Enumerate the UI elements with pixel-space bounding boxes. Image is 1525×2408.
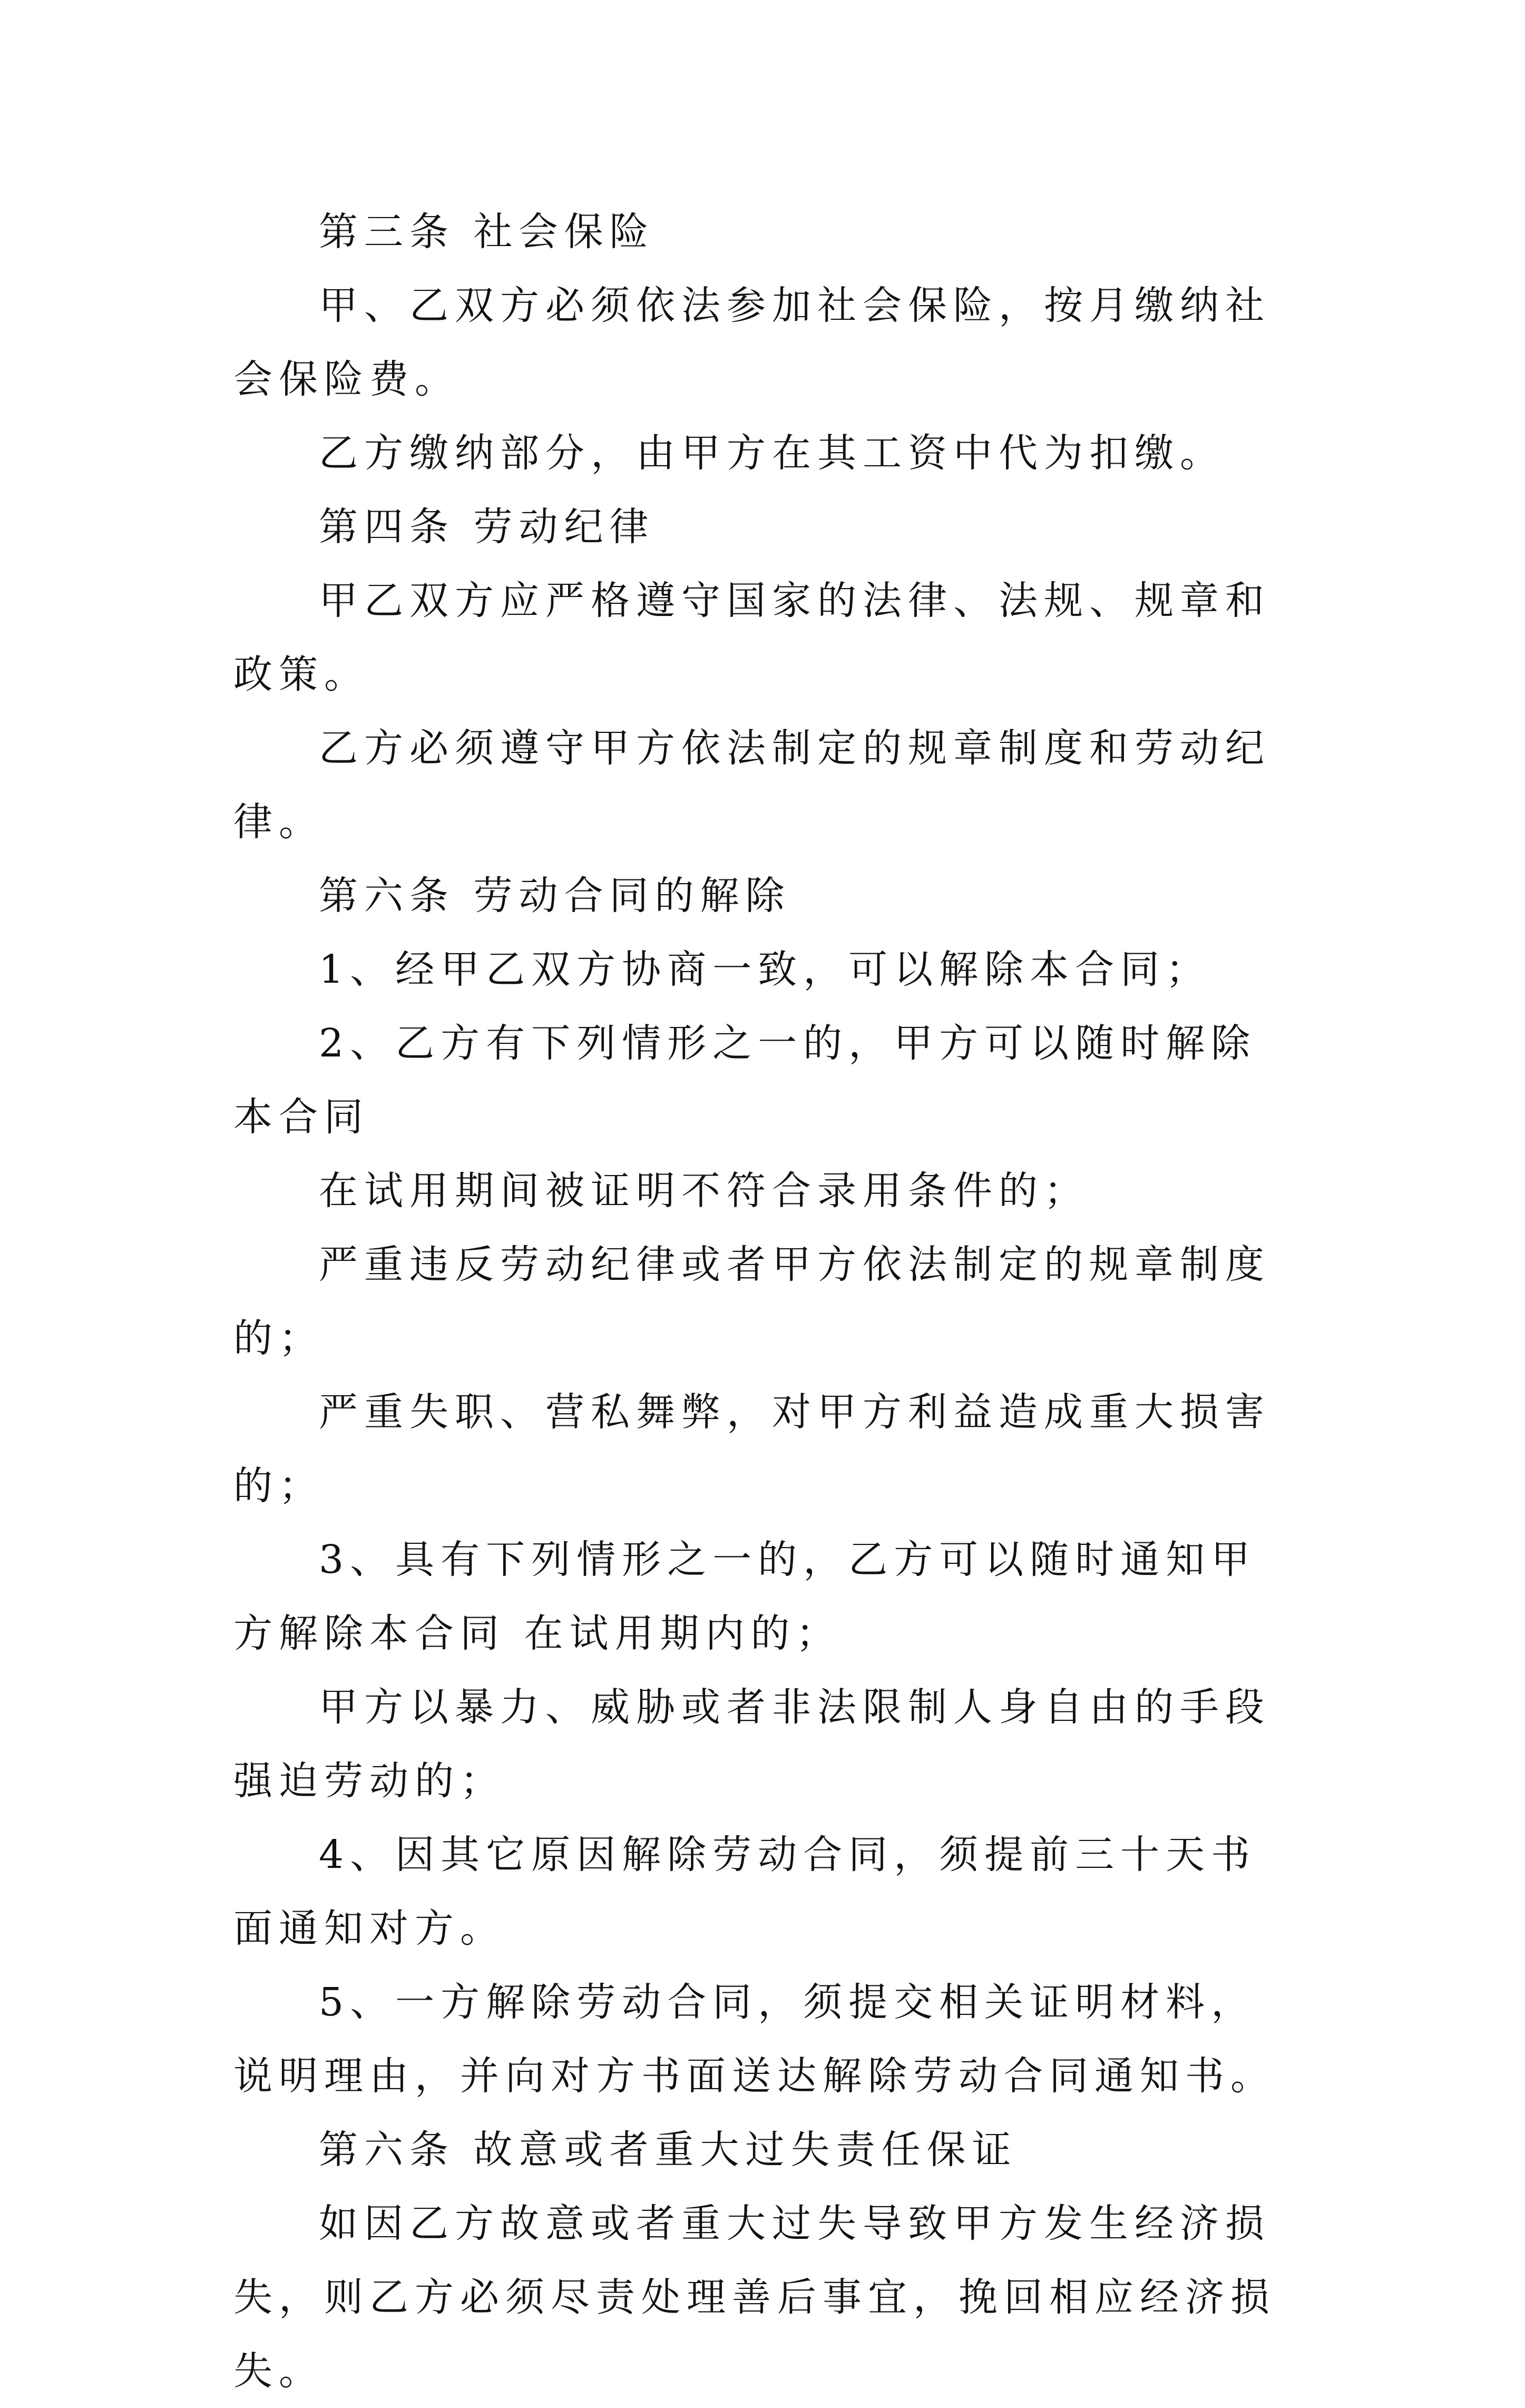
paragraph: 在试用期间被证明不符合录用条件的； <box>319 1168 1089 1213</box>
paragraph: 甲乙双方应严格遵守国家的法律、法规、规章和政策。 <box>233 578 1270 697</box>
paragraph: 甲、乙双方必须依法参加社会保险，按月缴纳社会保险费。 <box>233 283 1270 402</box>
section-heading-labor-discipline: 第四条 劳动纪律 <box>319 504 655 550</box>
paragraph: 甲方以暴力、威胁或者非法限制人身自由的手段强迫劳动的； <box>233 1685 1270 1804</box>
list-item: 4、因其它原因解除劳动合同，须提前三十天书面通知对方。 <box>233 1832 1257 1951</box>
paragraph: 严重失职、营私舞弊，对甲方利益造成重大损害的； <box>233 1389 1270 1509</box>
paragraph: 乙方必须遵守甲方依法制定的规章制度和劳动纪律。 <box>233 726 1270 845</box>
paragraph: 严重违反劳动纪律或者甲方依法制定的规章制度的； <box>233 1242 1270 1361</box>
list-item: 1、经甲乙双方协商一致，可以解除本合同； <box>319 947 1211 992</box>
section-heading-social-insurance: 第三条 社会保险 <box>319 209 655 254</box>
paragraph: 如因乙方故意或者重大过失导致甲方发生经济损失，则乙方必须尽责处理善后事宜，挽回相应经济损失。 <box>233 2201 1276 2394</box>
paragraph: 乙方缴纳部分，由甲方在其工资中代为扣缴。 <box>319 430 1225 476</box>
document-body <box>233 195 1298 2408</box>
section-heading-contract-termination: 第六条 劳动合同的解除 <box>319 873 791 918</box>
list-item: 3、具有下列情形之一的，乙方可以随时通知甲方解除本合同 在试用期内的； <box>233 1537 1257 1656</box>
section-heading-liability-guarantee: 第六条 故意或者重大过失责任保证 <box>319 2127 1018 2172</box>
list-item: 5、一方解除劳动合同，须提交相关证明材料，说明理由，并向对方书面送达解除劳动合同通知书。 <box>233 1980 1276 2099</box>
list-item: 2、乙方有下列情形之一的，甲方可以随时解除本合同 <box>233 1021 1257 1140</box>
